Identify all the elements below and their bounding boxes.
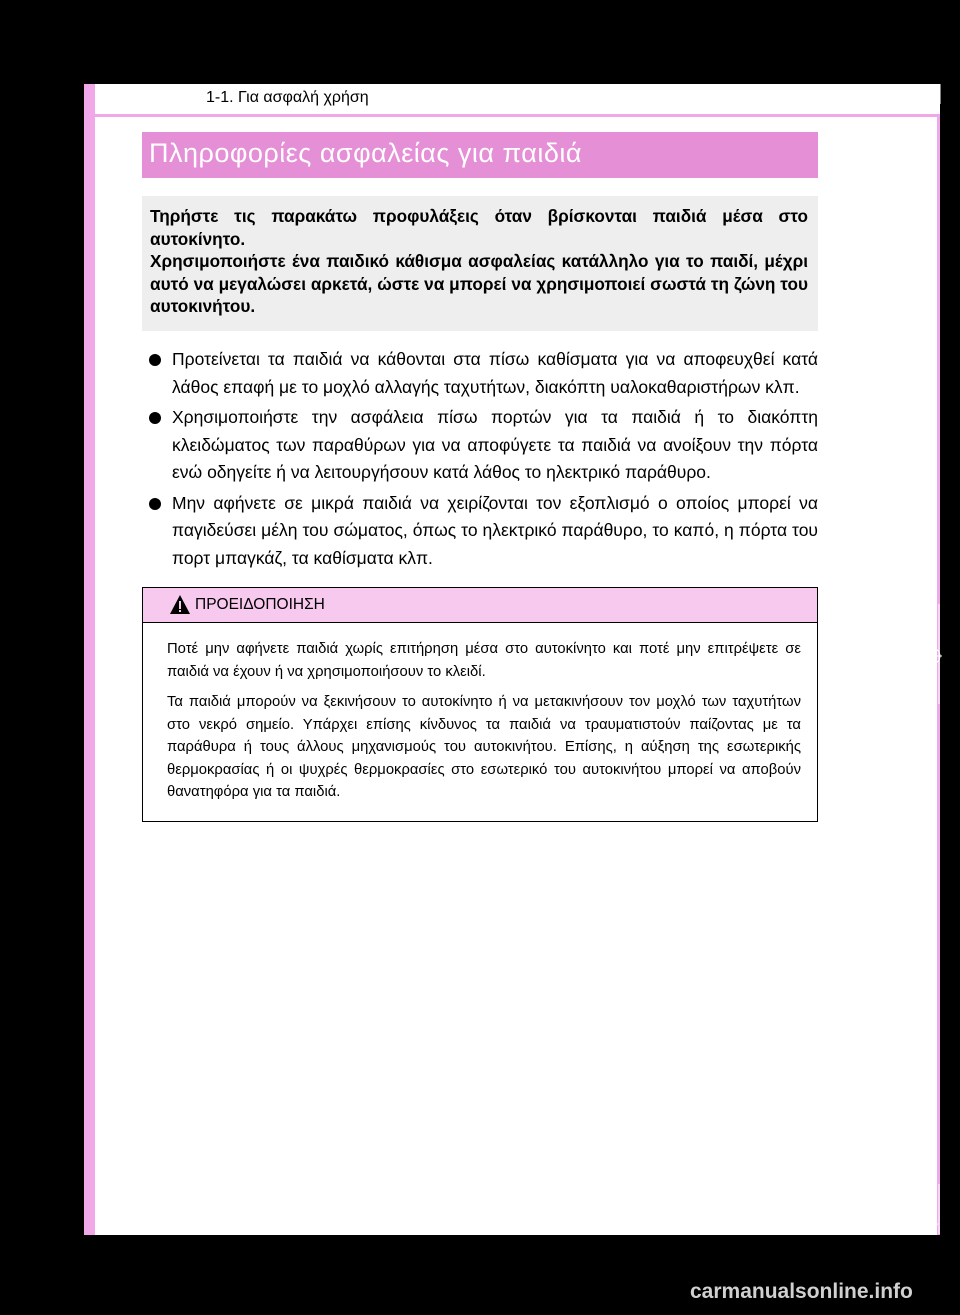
bullet-icon — [149, 354, 161, 366]
bullet-text: Μην αφήνετε σε μικρά παιδιά να χειρίζονται τον εξοπλισμό ο οποίος μπορεί να παγιδεύσει μέλη του σώματος, όπως το ηλεκτρικό παράθυρο, το καπό, η πόρτα του πορτ μπαγκάζ, τα καθίσματα κλπ. — [172, 492, 818, 568]
warning-header — [143, 588, 817, 623]
header-rule — [95, 114, 940, 117]
section-header: 1-1. Για ασφαλή χρήση — [206, 89, 369, 106]
bullet-list — [142, 346, 818, 575]
intro-line-1: Τηρήστε τις παρακάτω προφυλάξεις όταν βρίσκονται παιδιά μέσα στο αυτοκίνητο. — [150, 206, 808, 249]
bullet-text: Χρησιμοποιήστε την ασφάλεια πίσω πορτών για τα παιδιά ή το διακόπτη κλειδώματος των παραθύρων για να αποφύγετε τα παιδιά να ανοίξουν την πόρτα ενώ οδηγείτε ή να λειτουργήσουν κατά λάθος το ηλεκτρικό παράθυρο. — [172, 407, 818, 482]
bullet-text: Προτείνεται τα παιδιά να κάθονται στα πίσω καθίσματα για να αποφευχθεί κατά λάθος επαφή με το μοχλό αλλαγής ταχυτήτων, διακόπτη υαλοκαθαριστήρων κλπ. — [172, 349, 818, 397]
warning-triangle-icon — [169, 594, 191, 615]
watermark: carmanualsonline.info — [690, 1280, 913, 1303]
warning-paragraph: Τα παιδιά μπορούν να ξεκινήσουν το αυτοκίνητο ή να μετακινήσουν τον μοχλό των ταχυτήτων στο νεκρό σημείο. Υπάρχει επίσης κίνδυνος τα παιδιά να τραυματιστούν παίζοντας με τα παράθυρα ή τους άλλους μηχανισμούς του αυτοκινήτου. Επίσης, η αύξηση της εσωτερικής θερμοκρασίας ή οι ψυχρές θερμοκρασίες στο εσωτερικό του αυτοκινήτου μπορεί να αποβούν θανατηφόρα για τα παιδιά. — [167, 694, 801, 800]
warning-box — [142, 587, 818, 822]
bullet-icon — [149, 498, 161, 510]
list-item — [142, 346, 818, 401]
warning-label: ΠΡΟΕΙΔΟΠΟΙΗΣΗ — [195, 596, 325, 613]
intro-box — [142, 196, 818, 331]
list-item — [142, 490, 818, 573]
page-side-stripe — [84, 84, 95, 1235]
bullet-icon — [149, 412, 161, 424]
warning-body — [167, 638, 801, 812]
manual-page — [84, 84, 940, 1235]
list-item — [142, 404, 818, 487]
warning-paragraph: Ποτέ μην αφήνετε παιδιά χωρίς επιτήρηση μέσα στο αυτοκίνητο και ποτέ μην επιτρέψετε σε παιδιά να έχουν ή να χρησιμοποιήσουν το κλειδί. — [167, 641, 801, 680]
title-bar — [142, 132, 818, 178]
crop-marks — [918, 84, 960, 1244]
intro-line-2: Χρησιμοποιήστε ένα παιδικό κάθισμα ασφαλείας κατάλληλο για το παιδί, μέχρι αυτό να μεγαλώσει αρκετά, ώστε να μπορεί να χρησιμοποιεί σωστά τη ζώνη του αυτοκινήτου. — [150, 251, 808, 316]
page-title: Πληροφορίες ασφαλείας για παιδιά — [149, 138, 582, 168]
